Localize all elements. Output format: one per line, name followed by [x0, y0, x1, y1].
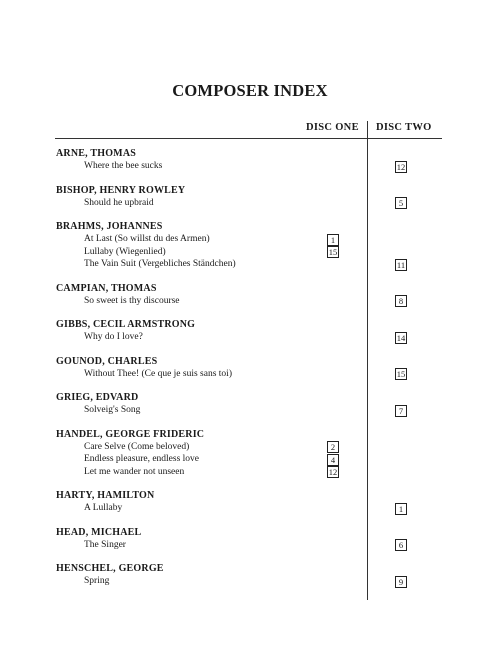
song-row: [0, 160, 500, 173]
song-row: [0, 502, 500, 515]
composer-name: HARTY, HAMILTON: [56, 490, 155, 501]
song-title: Where the bee sucks: [84, 161, 163, 171]
composer-name: HANDEL, GEORGE FRIDERIC: [56, 428, 205, 440]
song-title: Without Thee! (Ce que je suis sans toi): [84, 368, 232, 379]
song-row: [0, 466, 500, 479]
song-title: The Vain Suit (Vergebliches Ständchen): [84, 259, 236, 269]
composer-entry: [0, 428, 500, 479]
song-title: Care Selve (Come beloved): [84, 441, 190, 452]
song-row: [0, 246, 500, 259]
song-title: Lullaby (Wiegenlied): [84, 246, 166, 257]
composer-entry: [0, 391, 500, 417]
composer-name: ARNE, THOMAS: [56, 148, 137, 159]
song-row: [0, 441, 500, 454]
song-title: The Singer: [84, 539, 126, 550]
song-title: Should he upbraid: [84, 197, 154, 208]
composer-name: GOUNOD, CHARLES: [56, 355, 158, 367]
song-row: [0, 368, 500, 381]
song-title: Let me wander not unseen: [84, 466, 185, 477]
composer-name: GIBBS, CECIL ARMSTRONG: [56, 319, 196, 330]
disc-one-track-number: 15: [328, 247, 338, 257]
composer-entry: [0, 562, 500, 588]
disc-two-track-number: 9: [395, 576, 407, 588]
disc-two-track-number: 1: [395, 503, 407, 515]
disc-one-track-number: 1: [327, 234, 339, 246]
header-rule: [55, 138, 442, 139]
song-row: [0, 258, 500, 271]
song-title: Spring: [84, 576, 110, 586]
composer-entry: [0, 489, 500, 515]
disc-two-track-number: 11: [396, 259, 406, 270]
disc-two-track-number: 6: [395, 539, 407, 551]
disc-one-track-number: 12: [328, 467, 338, 477]
disc-two-track-number: 7: [395, 405, 407, 417]
song-row: [0, 233, 500, 246]
column-header-disc-two: DISC TWO: [376, 122, 432, 133]
composer-list: [0, 147, 500, 599]
song-row: [0, 453, 500, 466]
song-row: [0, 197, 500, 210]
composer-entry: [0, 147, 500, 173]
song-row: [0, 404, 500, 417]
composer-name: BRAHMS, JOHANNES: [56, 221, 163, 232]
disc-one-track-number: 4: [327, 454, 339, 466]
column-header-disc-one: DISC ONE: [306, 122, 359, 133]
disc-two-track-number: 15: [396, 369, 406, 379]
disc-two-track-number: 5: [395, 197, 407, 209]
composer-entry: [0, 184, 500, 210]
composer-name: HEAD, MICHAEL: [56, 526, 142, 538]
page-title: COMPOSER INDEX: [172, 81, 328, 100]
composer-name: GRIEG, EDVARD: [56, 392, 139, 403]
song-row: [0, 539, 500, 552]
composer-name: HENSCHEL, GEORGE: [56, 563, 164, 574]
song-title: So sweet is thy discourse: [84, 295, 180, 306]
composer-entry: [0, 355, 500, 381]
song-title: Why do I love?: [84, 332, 143, 342]
composer-name: CAMPIAN, THOMAS: [56, 282, 157, 294]
song-title: Solveig's Song: [84, 405, 141, 415]
song-row: [0, 331, 500, 344]
song-row: [0, 575, 500, 588]
song-title: Endless pleasure, endless love: [84, 454, 200, 464]
composer-entry: [0, 318, 500, 344]
composer-entry: [0, 526, 500, 552]
disc-two-track-number: 12: [396, 161, 406, 172]
composer-entry: [0, 282, 500, 308]
composer-name: BISHOP, HENRY ROWLEY: [56, 184, 186, 196]
song-row: [0, 295, 500, 308]
composer-entry: [0, 220, 500, 271]
disc-one-track-number: 2: [327, 441, 339, 453]
disc-two-track-number: 14: [396, 332, 406, 343]
song-title: A Lullaby: [84, 503, 123, 513]
disc-two-track-number: 8: [395, 295, 407, 307]
song-title: At Last (So willst du des Armen): [84, 234, 210, 244]
